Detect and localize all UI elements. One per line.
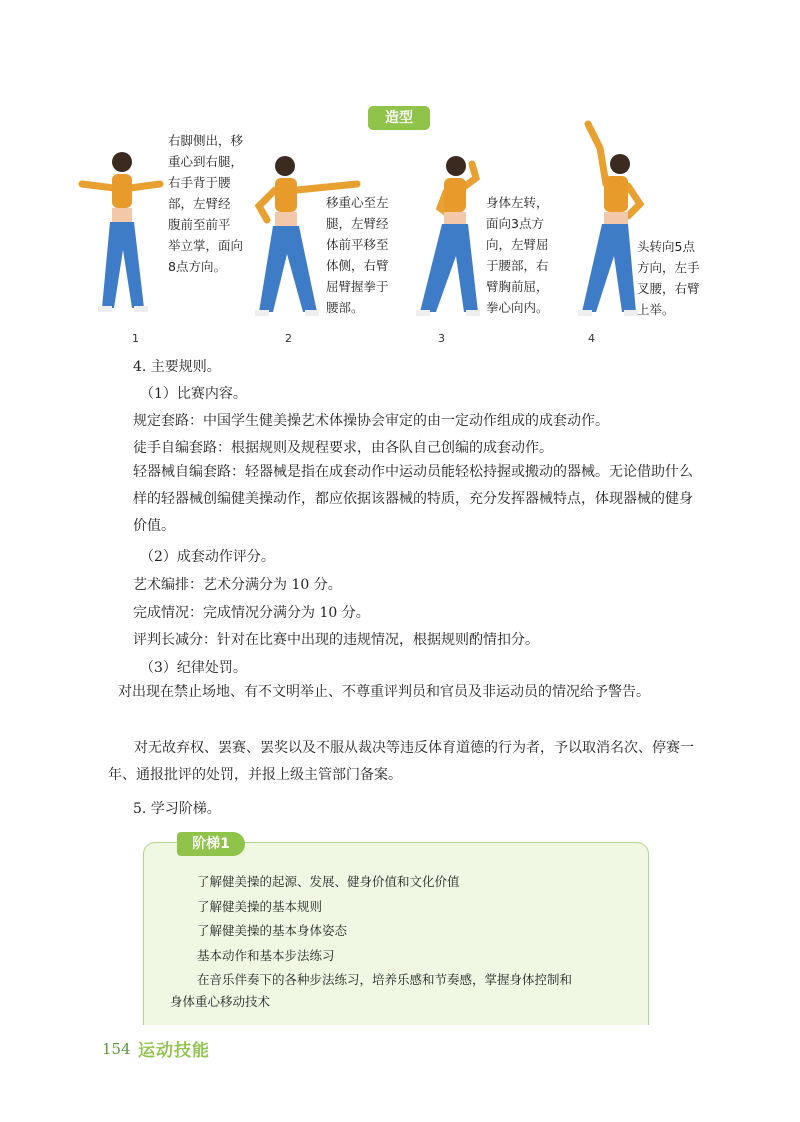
pose-figure-3 (406, 148, 491, 328)
paragraph-execution: 完成情况：完成情况分满分为 10 分。 (133, 605, 370, 621)
rules-heading: 4. 主要规则。 (133, 359, 221, 375)
ladder-item-continuation: 身体重心移动技术 (170, 994, 271, 1009)
figure-number-4: 4 (588, 332, 595, 345)
subheading-scoring: （2）成套动作评分。 (140, 549, 275, 565)
figure-number-3: 3 (438, 332, 445, 345)
ladder-heading: 5. 学习阶梯。 (133, 801, 221, 817)
paragraph-artistic: 艺术编排：艺术分满分为 10 分。 (133, 577, 342, 593)
subheading-discipline: （3）纪律处罚。 (140, 660, 247, 676)
subheading-content: （1）比赛内容。 (140, 386, 247, 402)
ladder-item: 在音乐伴奏下的各种步法练习，培养乐感和节奏感，掌握身体控制和 (197, 972, 573, 987)
figure-caption-1: 右脚侧出，移 重心到右腿， 右手背于腰 部，左臂经 腹前至前平 举立掌，面向 8点方向。 (168, 133, 244, 274)
paragraph-light-apparatus: 轻器械自编套路：轻器械是指在成套动作中运动员能轻松持握或搬动的器械。无论借助什么样的轻器械创编健美操动作，都应依据该器械的特质，充分发挥器械特点，体现器械的健身价值。 (133, 464, 693, 534)
paragraph-warning: 对出现在禁止场地、有不文明举止、不尊重评判员和官员及非运动员的情况给予警告。 (118, 684, 650, 700)
page-number: 154 (102, 1040, 131, 1058)
ladder-item: 了解健美操的起源、发展、健身价值和文化价值 (197, 874, 460, 889)
figure-caption-2: 移重心至左 腿，左臂经 体前平移至 体侧，右臂 屈臂握拳于 腰部。 (326, 195, 389, 315)
ladder-tab: 阶梯1 (177, 832, 245, 856)
paragraph-penalty: 对无故弃权、罢赛、罢奖以及不服从裁决等违反体育道德的行为者，予以取消名次、停赛一年、通报批评的处罚，并报上级主管部门备案。 (108, 740, 694, 783)
chapter-brand: 运动技能 (138, 1041, 210, 1061)
figure-number-1: 1 (132, 332, 139, 345)
paragraph-required-routine: 规定套路：中国学生健美操艺术体操协会审定的由一定动作组成的成套动作。 (133, 413, 609, 429)
ladder-item: 基本动作和基本步法练习 (197, 947, 335, 963)
ladder-item: 了解健美操的基本身体姿态 (197, 923, 348, 938)
pose-figure-4 (562, 118, 647, 328)
paragraph-freehand-routine: 徒手自编套路：根据规则及规程要求，由各队自己创编的成套动作。 (133, 440, 553, 456)
section-badge: 造型 (368, 106, 430, 130)
ladder-item: 了解健美操的基本规则 (197, 898, 323, 914)
figure-caption-4: 头转向5点 方向，左手 叉腰，右臂 上举。 (637, 239, 700, 317)
paragraph-deduction: 评判长减分：针对在比赛中出现的违规情况，根据规则酌情扣分。 (133, 632, 539, 648)
pose-illustration-3 (406, 148, 491, 328)
figure-caption-3: 身体左转， 面向3点方 向，左臂屈 于腰部，右 臂胸前屈， 拳心向内。 (486, 195, 549, 315)
ladder-list (197, 870, 637, 993)
figure-number-2: 2 (285, 332, 292, 345)
pose-illustration-4 (562, 118, 647, 328)
